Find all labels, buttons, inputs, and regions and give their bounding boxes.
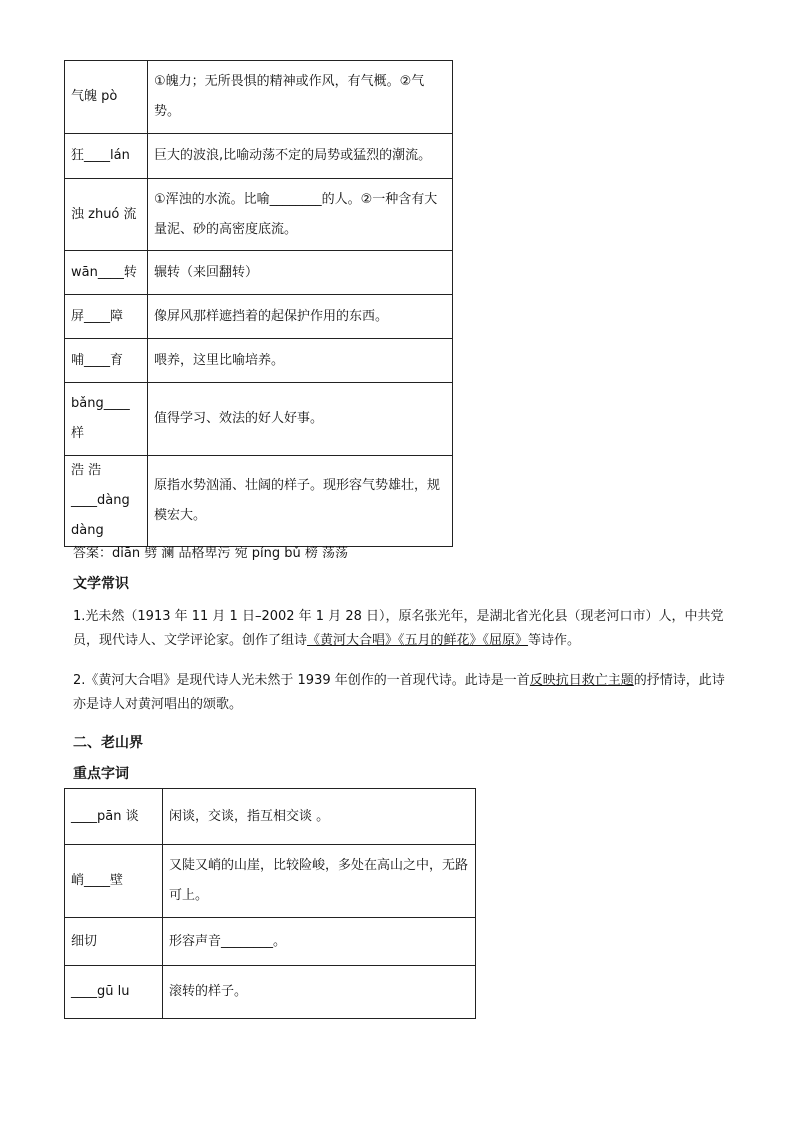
vocab-table-1: [64, 60, 453, 547]
word-cell: ____gū lu: [65, 966, 163, 1019]
word-cell: ____pān 谈: [65, 789, 163, 845]
theme-underline: 反映抗日救亡主题: [529, 673, 634, 688]
word-cell: 细切: [65, 918, 163, 966]
word-cell: 浊 zhuó 流: [65, 179, 148, 251]
definition-cell: 喂养，这里比喻培养。: [148, 339, 453, 383]
table-row: [65, 61, 453, 134]
table-row: [65, 966, 476, 1019]
table-row: [65, 845, 476, 918]
word-cell: 屏____障: [65, 295, 148, 339]
word-cell: 峭____壁: [65, 845, 163, 918]
definition-cell: 值得学习、效法的好人好事。: [148, 383, 453, 456]
table-row: [65, 339, 453, 383]
word-cell: 哺____育: [65, 339, 148, 383]
literature-item-1: 1.光未然（1913 年 11 月 1 日–2002 年 1 月 28 日），原名张光年，是湖北省光化县（现老河口市）人，中共党员，现代诗人、文学评论家。创作了组诗《黄河大合唱》《五月的鲜花》《屈原》等诗作。: [73, 609, 724, 648]
definition-cell: ①浑浊的水流。比喻________的人。②一种含有大量泥、砂的高密度底流。: [148, 179, 453, 251]
table-row: [65, 789, 476, 845]
table-row: [65, 179, 453, 251]
word-cell: bǎng____样: [65, 383, 148, 456]
answer-line: 答案：diān 劈 澜 品格卑污 宛 píng bǔ 榜 荡荡: [73, 546, 348, 561]
definition-cell: 闲谈，交谈，指互相交谈 。: [163, 789, 476, 845]
word-cell: 气魄 pò: [65, 61, 148, 134]
table-row: [65, 918, 476, 966]
definition-cell: 原指水势汹涌、壮阔的样子。现形容气势雄壮，规模宏大。: [148, 456, 453, 547]
definition-cell: 形容声音________。: [163, 918, 476, 966]
table-row: [65, 251, 453, 295]
word-cell: 狂____lán: [65, 134, 148, 179]
table-row: [65, 134, 453, 179]
keywords-heading: 重点字词: [73, 766, 129, 782]
definition-cell: 巨大的波浪,比喻动荡不定的局势或猛烈的潮流。: [148, 134, 453, 179]
table-row: [65, 383, 453, 456]
word-cell: 浩 浩 ____dàng dàng: [65, 456, 148, 547]
vocab-table-2: [64, 788, 476, 1019]
word-cell: wān____转: [65, 251, 148, 295]
work-titles: 《黄河大合唱》《五月的鲜花》《屈原》: [307, 633, 529, 648]
definition-cell: 又陡又峭的山崖，比较险峻，多处在高山之中，无路可上。: [163, 845, 476, 918]
definition-cell: 滚转的样子。: [163, 966, 476, 1019]
literature-item-2: 2.《黄河大合唱》是现代诗人光未然于 1939 年创作的一首现代诗。此诗是一首反映抗日救亡主题的抒情诗，此诗亦是诗人对黄河唱出的颂歌。: [73, 673, 725, 712]
definition-cell: 辗转（来回翻转）: [148, 251, 453, 295]
definition-cell: ①魄力；无所畏惧的精神或作风，有气概。②气势。: [148, 61, 453, 134]
table-row: [65, 456, 453, 547]
section-heading: 二、老山界: [73, 735, 143, 751]
definition-cell: 像屏风那样遮挡着的起保护作用的东西。: [148, 295, 453, 339]
table-row: [65, 295, 453, 339]
literature-heading: 文学常识: [73, 576, 129, 592]
